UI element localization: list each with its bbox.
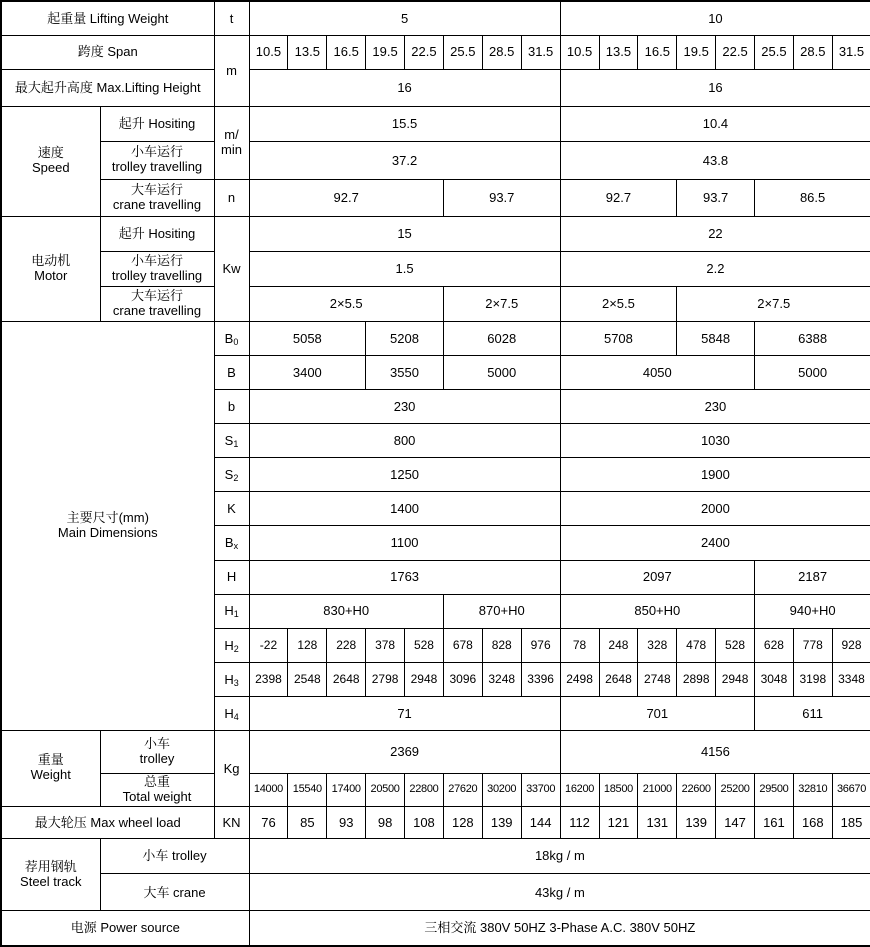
dim-H3-value: 3048 — [755, 662, 794, 696]
motor-trolley-5t: 1.5 — [249, 251, 560, 286]
weight-total-value: 32810 — [793, 773, 832, 806]
max-wheel-load-value: 98 — [366, 807, 405, 839]
dim-H1-value: 870+H0 — [443, 594, 560, 628]
dim-S2-value: 1250 — [249, 458, 560, 492]
dim-symbol-H2: $H_2$ — [214, 628, 249, 662]
lifting-weight-10t: 10 — [560, 1, 870, 35]
motor-crane-value: 2×5.5 — [560, 287, 677, 322]
span-value: 19.5 — [366, 35, 405, 69]
dim-symbol-B: B — [214, 356, 249, 390]
weight-unit: Kg — [214, 730, 249, 806]
max-wheel-load-value: 85 — [288, 807, 327, 839]
dim-H1-value: 940+H0 — [755, 594, 870, 628]
dim-H3-value: 3348 — [832, 662, 870, 696]
steel-track-crane-value: 43kg / m — [249, 874, 870, 911]
dim-H-value: 1763 — [249, 560, 560, 594]
dim-H2-value: 248 — [599, 628, 638, 662]
dim-B-value: 4050 — [560, 356, 754, 390]
dim-H3-value: 2648 — [599, 662, 638, 696]
speed-hoisting-10t: 10.4 — [560, 106, 870, 141]
max-wheel-load-value: 168 — [793, 807, 832, 839]
dim-symbol-S2: $S_2$ — [214, 458, 249, 492]
speed-crane-value: 93.7 — [443, 179, 560, 216]
dim-H3-value: 2548 — [288, 662, 327, 696]
table-row — [1, 322, 870, 356]
dim-symbol-H1: $H_1$ — [214, 594, 249, 628]
dim-H3-value: 3248 — [482, 662, 521, 696]
max-height-10t: 16 — [560, 69, 870, 106]
dim-B0-value: 5058 — [249, 322, 366, 356]
dim-H-value: 2097 — [560, 560, 754, 594]
max-wheel-load-value: 121 — [599, 807, 638, 839]
table-row — [1, 179, 870, 216]
motor-trolley-label: 小车运行 trolley travelling — [100, 251, 214, 286]
speed-unit-n: n — [214, 179, 249, 216]
speed-trolley-10t: 43.8 — [560, 141, 870, 179]
dim-H4-value: 71 — [249, 696, 560, 730]
span-value: 31.5 — [832, 35, 870, 69]
steel-track-trolley-value: 18kg / m — [249, 839, 870, 874]
dim-H3-value: 2648 — [327, 662, 366, 696]
max-wheel-load-value: 185 — [832, 807, 870, 839]
span-value: 16.5 — [638, 35, 677, 69]
dim-H2-value: 128 — [288, 628, 327, 662]
dim-H1-value: 850+H0 — [560, 594, 754, 628]
motor-section-label — [1, 216, 100, 321]
dim-H4-value: 611 — [755, 696, 870, 730]
dim-B-value: 5000 — [755, 356, 870, 390]
motor-hoisting-5t: 15 — [249, 216, 560, 251]
motor-crane-label: 大车运行 crane travelling — [100, 287, 214, 322]
dim-H2-value: 228 — [327, 628, 366, 662]
span-value: 10.5 — [249, 35, 288, 69]
dim-Bx-value: 2400 — [560, 526, 870, 560]
dim-b-value: 230 — [560, 390, 870, 424]
weight-total-label: 总重 Total weight — [100, 773, 214, 806]
span-value: 25.5 — [443, 35, 482, 69]
weight-total-value: 14000 — [249, 773, 288, 806]
dim-S1-value: 800 — [249, 424, 560, 458]
max-wheel-load-value: 131 — [638, 807, 677, 839]
dim-B0-value: 5208 — [366, 322, 444, 356]
dim-H3-value: 3198 — [793, 662, 832, 696]
table-row — [1, 216, 870, 251]
table-row — [1, 69, 870, 106]
weight-total-value: 20500 — [366, 773, 405, 806]
steel-track-label-en: Steel track — [20, 873, 82, 889]
speed-trolley-5t: 37.2 — [249, 141, 560, 179]
max-wheel-load-label: 最大轮压 Max wheel load — [1, 807, 214, 839]
dim-symbol-H4: $H_4$ — [214, 696, 249, 730]
speed-crane-label: 大车运行 crane travelling — [100, 179, 214, 216]
speed-trolley-label: 小车运行 trolley travelling — [100, 141, 214, 179]
dim-H3-value: 2898 — [677, 662, 716, 696]
dim-H3-value: 3396 — [521, 662, 560, 696]
max-wheel-load-value: 144 — [521, 807, 560, 839]
span-unit: m — [214, 35, 249, 106]
dim-H2-value: 928 — [832, 628, 870, 662]
motor-label-en: Motor — [34, 268, 68, 284]
span-value: 10.5 — [560, 35, 599, 69]
weight-total-value: 18500 — [599, 773, 638, 806]
dim-H2-value: 976 — [521, 628, 560, 662]
dim-B-value: 3400 — [249, 356, 366, 390]
dim-B0-value: 5708 — [560, 322, 677, 356]
speed-unit-mmin: m/ min — [214, 106, 249, 179]
max-wheel-load-unit: KN — [214, 807, 249, 839]
dim-H2-value: 678 — [443, 628, 482, 662]
dim-H2-value: 778 — [793, 628, 832, 662]
span-value: 31.5 — [521, 35, 560, 69]
table-row — [1, 35, 870, 69]
dim-symbol-S1: $S_1$ — [214, 424, 249, 458]
table-row — [1, 106, 870, 141]
weight-trolley-label: 小车 trolley — [100, 730, 214, 773]
dim-H2-value: -22 — [249, 628, 288, 662]
weight-label-en: Weight — [30, 767, 71, 783]
weight-total-value: 33700 — [521, 773, 560, 806]
table-row — [1, 807, 870, 839]
weight-total-value: 22600 — [677, 773, 716, 806]
dim-H3-value: 2948 — [405, 662, 444, 696]
span-label: 跨度 Span — [1, 35, 214, 69]
span-value: 28.5 — [482, 35, 521, 69]
table-row — [1, 874, 870, 911]
power-source-label: 电源 Power source — [1, 911, 249, 946]
speed-label-en: Speed — [31, 160, 70, 176]
dims-label-cn: 主要尺寸(mm) — [66, 510, 149, 526]
steel-track-section-label — [1, 839, 100, 911]
dim-H2-value: 328 — [638, 628, 677, 662]
weight-trolley-5t: 2369 — [249, 730, 560, 773]
dims-section-label — [1, 322, 214, 731]
dim-H3-value: 2798 — [366, 662, 405, 696]
speed-section-label — [1, 106, 100, 216]
weight-total-value: 16200 — [560, 773, 599, 806]
span-value: 25.5 — [755, 35, 794, 69]
dim-H-value: 2187 — [755, 560, 870, 594]
dim-symbol-H3: $H_3$ — [214, 662, 249, 696]
dim-S2-value: 1900 — [560, 458, 870, 492]
table-row — [1, 287, 870, 322]
dim-symbol-K: K — [214, 492, 249, 526]
motor-unit: Kw — [214, 216, 249, 321]
max-wheel-load-value: 108 — [405, 807, 444, 839]
motor-crane-value: 2×5.5 — [249, 287, 443, 322]
dim-symbol-Bx: $B_x$ — [214, 526, 249, 560]
steel-track-label-cn: 荐用钢轨 — [24, 858, 77, 874]
dim-B0-value: 5848 — [677, 322, 755, 356]
motor-hoisting-label: 起升 Hositing — [100, 216, 214, 251]
steel-track-crane-label: 大车 crane — [100, 874, 249, 911]
speed-crane-value: 86.5 — [755, 179, 870, 216]
speed-crane-value: 92.7 — [249, 179, 443, 216]
motor-trolley-10t: 2.2 — [560, 251, 870, 286]
weight-total-value: 29500 — [755, 773, 794, 806]
dim-H3-value: 2948 — [716, 662, 755, 696]
speed-hoisting-5t: 15.5 — [249, 106, 560, 141]
weight-total-value: 30200 — [482, 773, 521, 806]
max-wheel-load-value: 76 — [249, 807, 288, 839]
speed-crane-value: 92.7 — [560, 179, 677, 216]
dim-H3-value: 2748 — [638, 662, 677, 696]
span-value: 13.5 — [288, 35, 327, 69]
dim-H2-value: 528 — [716, 628, 755, 662]
dim-H4-value: 701 — [560, 696, 754, 730]
dim-H3-value: 2498 — [560, 662, 599, 696]
dim-H2-value: 828 — [482, 628, 521, 662]
dim-B-value: 3550 — [366, 356, 444, 390]
dim-Bx-value: 1100 — [249, 526, 560, 560]
dim-H2-value: 528 — [405, 628, 444, 662]
weight-section-label — [1, 730, 100, 806]
dim-symbol-B0: $B_0$ — [214, 322, 249, 356]
span-value: 22.5 — [716, 35, 755, 69]
dim-K-value: 1400 — [249, 492, 560, 526]
dim-H2-value: 478 — [677, 628, 716, 662]
power-source-value: 三相交流 380V 50HZ 3-Phase A.C. 380V 50HZ — [249, 911, 870, 946]
motor-label-cn: 电动机 — [31, 253, 71, 269]
dim-B-value: 5000 — [443, 356, 560, 390]
dim-H3-value: 3096 — [443, 662, 482, 696]
weight-total-value: 25200 — [716, 773, 755, 806]
weight-trolley-10t: 4156 — [560, 730, 870, 773]
span-value: 28.5 — [793, 35, 832, 69]
span-value: 19.5 — [677, 35, 716, 69]
dim-B0-value: 6028 — [443, 322, 560, 356]
motor-crane-value: 2×7.5 — [677, 287, 870, 322]
table-row — [1, 911, 870, 946]
table-row — [1, 773, 870, 806]
dim-B0-value: 6388 — [755, 322, 870, 356]
max-wheel-load-value: 128 — [443, 807, 482, 839]
weight-total-value: 15540 — [288, 773, 327, 806]
weight-label-cn: 重量 — [37, 752, 64, 768]
span-value: 16.5 — [327, 35, 366, 69]
dims-label-en: Main Dimensions — [57, 524, 158, 540]
max-wheel-load-value: 147 — [716, 807, 755, 839]
table-row — [1, 251, 870, 286]
max-height-label: 最大起升高度 Max.Lifting Height — [1, 69, 214, 106]
motor-hoisting-10t: 22 — [560, 216, 870, 251]
weight-total-value: 27620 — [443, 773, 482, 806]
lifting-weight-unit: t — [214, 1, 249, 35]
steel-track-trolley-label: 小车 trolley — [100, 839, 249, 874]
max-wheel-load-value: 161 — [755, 807, 794, 839]
max-wheel-load-value: 112 — [560, 807, 599, 839]
span-value: 13.5 — [599, 35, 638, 69]
dim-H2-value: 78 — [560, 628, 599, 662]
table-row — [1, 141, 870, 179]
span-value: 22.5 — [405, 35, 444, 69]
weight-total-value: 22800 — [405, 773, 444, 806]
speed-crane-value: 93.7 — [677, 179, 755, 216]
max-wheel-load-value: 139 — [482, 807, 521, 839]
weight-total-value: 17400 — [327, 773, 366, 806]
dim-symbol-H: H — [214, 560, 249, 594]
speed-label-cn: 速度 — [37, 145, 64, 161]
dim-H3-value: 2398 — [249, 662, 288, 696]
dim-K-value: 2000 — [560, 492, 870, 526]
motor-crane-value: 2×7.5 — [443, 287, 560, 322]
weight-total-value: 21000 — [638, 773, 677, 806]
lifting-weight-5t: 5 — [249, 1, 560, 35]
weight-total-value: 36670 — [832, 773, 870, 806]
speed-hoisting-label: 起升 Hositing — [100, 106, 214, 141]
max-wheel-load-value: 139 — [677, 807, 716, 839]
max-wheel-load-value: 93 — [327, 807, 366, 839]
dim-b-value: 230 — [249, 390, 560, 424]
max-height-5t: 16 — [249, 69, 560, 106]
table-row — [1, 839, 870, 874]
table-row — [1, 1, 870, 35]
dim-S1-value: 1030 — [560, 424, 870, 458]
table-row — [1, 730, 870, 773]
dim-H2-value: 628 — [755, 628, 794, 662]
dim-symbol-b: b — [214, 390, 249, 424]
lifting-weight-label: 起重量 Lifting Weight — [1, 1, 214, 35]
dim-H1-value: 830+H0 — [249, 594, 443, 628]
dim-H2-value: 378 — [366, 628, 405, 662]
